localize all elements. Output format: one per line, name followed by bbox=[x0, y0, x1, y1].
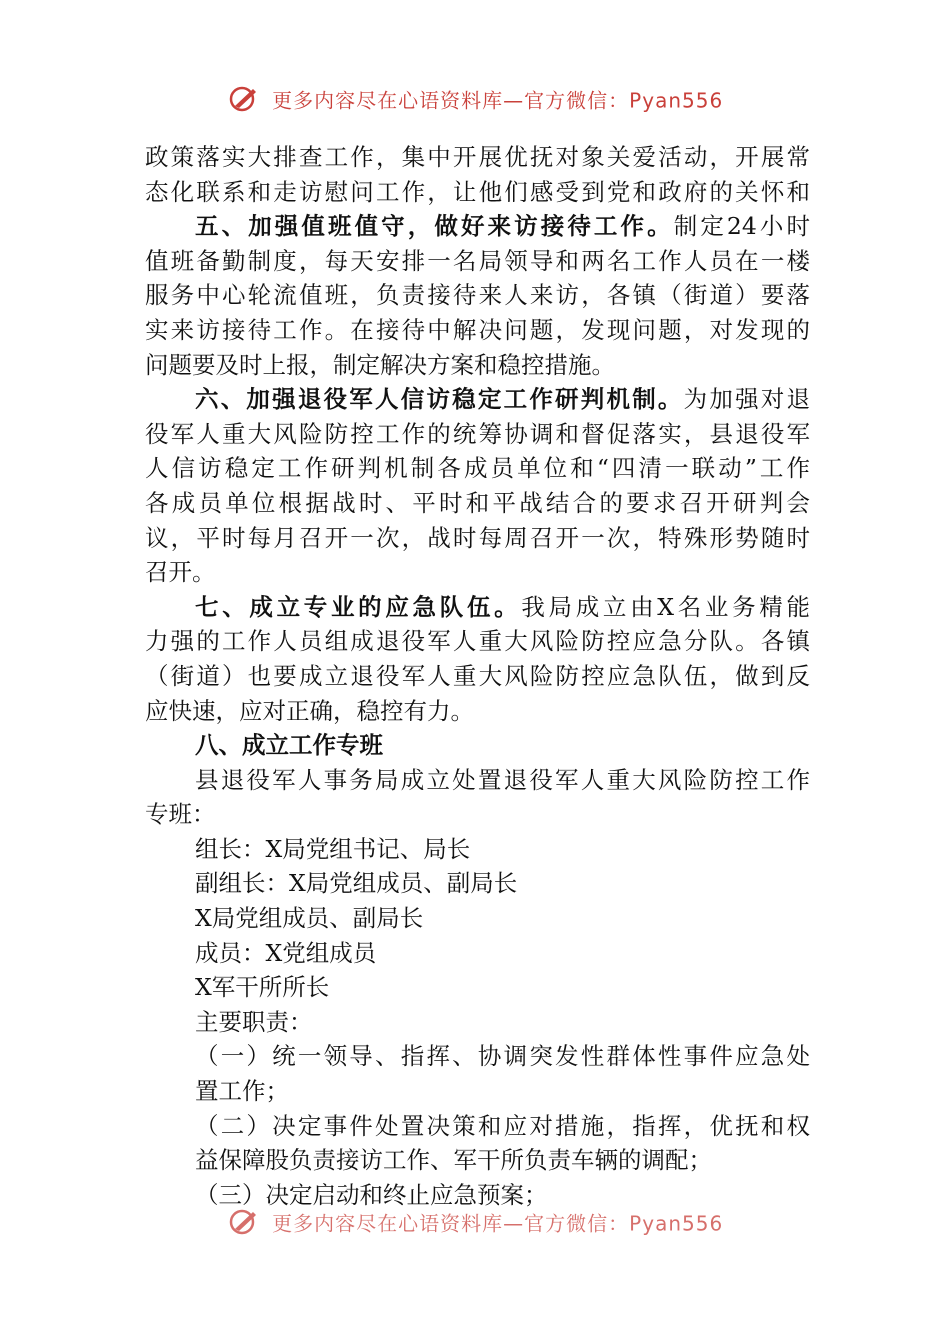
paragraph-line: 应快速，应对正确，稳控有力。 bbox=[145, 696, 474, 725]
duty-line: 益保障股负责接访工作、军干所负责车辆的调配； bbox=[195, 1146, 712, 1175]
team-member-line: X军干所所长 bbox=[195, 973, 330, 1002]
paragraph-line: 县退役军人事务局成立处置退役军人重大风险防控工作 bbox=[195, 765, 810, 794]
paragraph-line: 实来访接待工作。在接待中解决问题，发现问题，对发现的 bbox=[145, 315, 810, 344]
section-6-first-line: 六、加强退役军人信访稳定工作研判机制。为加强对退 bbox=[195, 385, 811, 414]
paragraph-line: 役军人重大风险防控工作的统筹协调和督促落实，县退役军 bbox=[145, 419, 810, 448]
watermark-footer bbox=[0, 1207, 950, 1237]
team-member-line: 副组长：X局党组成员、副局长 bbox=[195, 869, 518, 898]
quill-logo-icon bbox=[227, 1207, 261, 1237]
duty-line: （二）决定事件处置决策和应对措施，指挥，优抚和权 bbox=[195, 1111, 810, 1140]
duty-line: 置工作； bbox=[195, 1077, 289, 1106]
section-8-heading: 八、成立工作专班 bbox=[195, 731, 383, 760]
team-member-line: 组长：X局党组书记、局长 bbox=[195, 834, 471, 863]
paragraph-line: 召开。 bbox=[145, 558, 216, 587]
paragraph-line: （街道）也要成立退役军人重大风险防控应急队伍，做到反 bbox=[145, 661, 810, 690]
section-5-first-line: 五、加强值班值守，做好来访接待工作。制定24小时 bbox=[195, 212, 811, 241]
watermark-text: 更多内容尽在心语资料库—官方微信：Pyan556 bbox=[272, 1211, 724, 1236]
duty-line: （三）决定启动和终止应急预案； bbox=[195, 1180, 548, 1209]
watermark-text: 更多内容尽在心语资料库—官方微信：Pyan556 bbox=[272, 88, 724, 113]
paragraph-line: 人信访稳定工作研判机制各成员单位和“四清一联动”工作 bbox=[145, 454, 810, 483]
quill-logo-icon bbox=[227, 84, 261, 114]
watermark-header bbox=[0, 84, 950, 114]
paragraph-line: 问题要及时上报，制定解决方案和稳控措施。 bbox=[145, 350, 615, 379]
paragraph-line: 值班备勤制度，每天安排一名局领导和两名工作人员在一楼 bbox=[145, 246, 810, 275]
paragraph-line: 服务中心轮流值班，负责接待来人来访，各镇（街道）要落 bbox=[145, 281, 810, 310]
section-7-first-line: 七、成立专业的应急队伍。我局成立由X名业务精能 bbox=[195, 592, 810, 621]
duties-label: 主要职责： bbox=[195, 1007, 313, 1036]
paragraph-line: 专班： bbox=[145, 800, 216, 829]
paragraph-line: 议，平时每月召开一次，战时每周召开一次，特殊形势随时 bbox=[145, 523, 810, 552]
section-7-heading: 七、成立专业的应急队伍。 bbox=[195, 592, 522, 621]
section-6-heading: 六、加强退役军人信访稳定工作研判机制。 bbox=[195, 385, 684, 414]
team-member-line: 成员：X党组成员 bbox=[195, 938, 377, 967]
paragraph-line: 力强的工作人员组成退役军人重大风险防控应急分队。各镇 bbox=[145, 627, 810, 656]
paragraph-line: 各成员单位根据战时、平时和平战结合的要求召开研判会 bbox=[145, 488, 810, 517]
paragraph-line: 政策落实大排查工作，集中开展优抚对象关爱活动，开展常 bbox=[145, 143, 810, 171]
duty-line: （一）统一领导、指挥、协调突发性群体性事件应急处 bbox=[195, 1042, 810, 1071]
team-member-line: X局党组成员、副局长 bbox=[195, 904, 424, 933]
paragraph-line: 态化联系和走访慰问工作，让他们感受到党和政府的关怀和 bbox=[145, 177, 810, 206]
section-5-heading: 五、加强值班值守，做好来访接待工作。 bbox=[195, 212, 674, 241]
document-body bbox=[145, 140, 810, 1212]
